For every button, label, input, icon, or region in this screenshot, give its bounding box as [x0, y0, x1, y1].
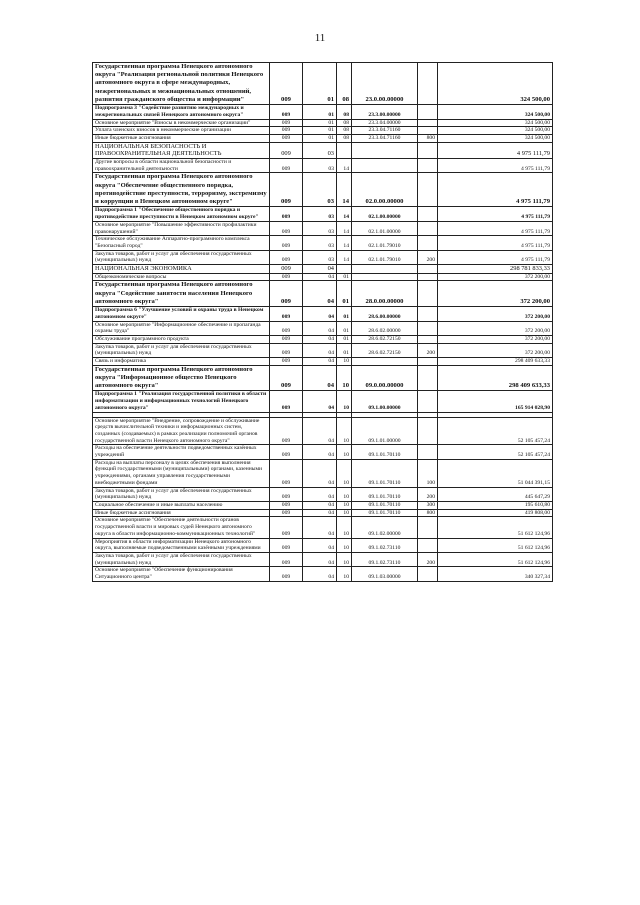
subsection-code-cell: 01	[337, 273, 352, 281]
section-code-cell: 04	[303, 321, 337, 335]
table-row	[93, 459, 553, 487]
subsection-code-cell: 08	[337, 134, 352, 142]
expense-type-cell: 800	[418, 509, 438, 517]
table-row	[93, 321, 553, 335]
target-article-cell: 23.3.04.00000	[352, 119, 418, 127]
section-code-cell: 04	[303, 335, 337, 343]
section-code-cell: 01	[303, 105, 337, 119]
section-code-cell: 03	[303, 142, 337, 158]
row-name-cell: Государственная программа Ненецкого автономного округа "Информационное общество Ненецкого автономного округа"	[93, 365, 270, 391]
subsection-code-cell: 01	[337, 281, 352, 307]
section-code-cell: 04	[303, 391, 337, 412]
subsection-code-cell	[337, 265, 352, 274]
ved-code-cell: 009	[270, 221, 303, 235]
amount-cell: 4 975 111,79	[438, 250, 553, 264]
row-name-cell: Закупка товаров, работ и услуг для обеспечения государственных (муниципальных) нужд	[93, 552, 270, 566]
target-article-cell: 09.1.02.73110	[352, 538, 418, 552]
page-number: 11	[314, 32, 326, 44]
amount-cell: 372 200,00	[438, 273, 553, 281]
row-name-cell: Государственная программа Ненецкого автономного округа "Содействие занятости населения Ненецкого автономного округа"	[93, 281, 270, 307]
table-row	[93, 127, 553, 135]
table-row	[93, 281, 553, 307]
row-name-cell: Закупка товаров, работ и услуг для обеспечения государственных (муниципальных) нужд	[93, 250, 270, 264]
expense-type-cell	[418, 207, 438, 221]
target-article-cell	[352, 358, 418, 366]
row-name-cell: Основное мероприятие "Повышение эффективности профилактики правонарушений"	[93, 221, 270, 235]
ved-code-cell: 009	[270, 538, 303, 552]
row-name-cell: Закупка товаров, работ и услуг для обеспечения государственных (муниципальных) нужд	[93, 343, 270, 357]
expense-type-cell: 200	[418, 250, 438, 264]
amount-cell: 298 409 633,33	[438, 358, 553, 366]
amount-cell: 324 500,00	[438, 105, 553, 119]
amount-cell: 51 612 124,96	[438, 552, 553, 566]
ved-code-cell: 009	[270, 273, 303, 281]
ved-code-cell: 009	[270, 517, 303, 538]
ved-code-cell: 009	[270, 281, 303, 307]
amount-cell: 4 975 111,79	[438, 207, 553, 221]
amount-cell: 340 327,34	[438, 567, 553, 581]
amount-cell: 372 200,00	[438, 343, 553, 357]
target-article-cell: 28.0.00.00000	[352, 281, 418, 307]
ved-code-cell: 009	[270, 335, 303, 343]
table-row	[93, 552, 553, 566]
ved-code-cell: 009	[270, 417, 303, 445]
target-article-cell: 28.6.02.72150	[352, 343, 418, 357]
table-row	[93, 538, 553, 552]
target-article-cell: 09.1.01.70110	[352, 459, 418, 487]
row-name-cell: Общеэкономические вопросы	[93, 273, 270, 281]
target-article-cell: 23.0.00.00000	[352, 63, 418, 105]
section-code-cell: 04	[303, 365, 337, 391]
expense-type-cell	[418, 236, 438, 250]
subsection-code-cell: 10	[337, 517, 352, 538]
row-name-cell: Связь и информатика	[93, 358, 270, 366]
section-code-cell: 04	[303, 552, 337, 566]
ved-code-cell: 009	[270, 358, 303, 366]
row-name-cell: Расходы на выплаты персоналу в целях обеспечения выполнения функций государственными (муниципальными) органами, казенными учреждениями, органами управления государственными внебюджетными фондами	[93, 459, 270, 487]
amount-cell: 52 105 457,24	[438, 417, 553, 445]
row-name-cell: Основное мероприятие "Взносы в некоммерческие организации"	[93, 119, 270, 127]
subsection-code-cell: 08	[337, 119, 352, 127]
expense-type-cell	[418, 265, 438, 274]
section-code-cell: 04	[303, 502, 337, 510]
ved-code-cell: 009	[270, 307, 303, 321]
target-article-cell	[352, 273, 418, 281]
subsection-code-cell: 01	[337, 321, 352, 335]
row-name-cell: Основное мероприятие "Обеспечение функционирования Ситуационного центра"	[93, 567, 270, 581]
amount-cell: 372 200,00	[438, 307, 553, 321]
target-article-cell: 23.3.04.71160	[352, 127, 418, 135]
row-name-cell: Расходы на обеспечение деятельности подведомственных казённых учреждений	[93, 445, 270, 459]
target-article-cell: 09.1.01.70110	[352, 445, 418, 459]
table-row	[93, 343, 553, 357]
expense-type-cell	[418, 142, 438, 158]
expense-type-cell	[418, 445, 438, 459]
expense-type-cell	[418, 391, 438, 412]
section-code-cell: 03	[303, 207, 337, 221]
table-row	[93, 307, 553, 321]
subsection-code-cell: 14	[337, 221, 352, 235]
table-row	[93, 250, 553, 264]
ved-code-cell: 009	[270, 173, 303, 207]
ved-code-cell: 009	[270, 159, 303, 173]
subsection-code-cell: 10	[337, 502, 352, 510]
amount-cell: 195 610,80	[438, 502, 553, 510]
table-row	[93, 221, 553, 235]
amount-cell: 298 409 633,33	[438, 365, 553, 391]
subsection-code-cell: 08	[337, 105, 352, 119]
section-code-cell: 04	[303, 509, 337, 517]
subsection-code-cell: 14	[337, 236, 352, 250]
table-row	[93, 119, 553, 127]
section-code-cell: 04	[303, 281, 337, 307]
target-article-cell: 02.1.01.00000	[352, 221, 418, 235]
expense-type-cell	[418, 105, 438, 119]
subsection-code-cell: 10	[337, 358, 352, 366]
ved-code-cell: 009	[270, 567, 303, 581]
table-row	[93, 265, 553, 274]
target-article-cell: 02.1.00.00000	[352, 207, 418, 221]
subsection-code-cell: 14	[337, 250, 352, 264]
row-name-cell: Техническое обслуживание Аппаратно-программного комплекса "Безопасный город"	[93, 236, 270, 250]
expense-type-cell	[418, 173, 438, 207]
target-article-cell: 23.3.04.71160	[352, 134, 418, 142]
table-row	[93, 173, 553, 207]
table-row	[93, 159, 553, 173]
expense-type-cell	[418, 517, 438, 538]
expense-type-cell	[418, 417, 438, 445]
amount-cell: 324 500,00	[438, 63, 553, 105]
ved-code-cell: 009	[270, 459, 303, 487]
expense-type-cell	[418, 365, 438, 391]
target-article-cell: 02.0.00.00000	[352, 173, 418, 207]
ved-code-cell: 009	[270, 134, 303, 142]
target-article-cell: 09.1.03.00000	[352, 567, 418, 581]
row-name-cell: Другие вопросы в области национальной безопасности и правоохранительной деятельности	[93, 159, 270, 173]
ved-code-cell: 009	[270, 391, 303, 412]
subsection-code-cell: 10	[337, 445, 352, 459]
amount-cell: 52 105 457,24	[438, 445, 553, 459]
table-row	[93, 567, 553, 581]
ved-code-cell: 009	[270, 265, 303, 274]
subsection-code-cell: 01	[337, 307, 352, 321]
table-row	[93, 105, 553, 119]
section-code-cell: 04	[303, 487, 337, 501]
section-code-cell: 03	[303, 221, 337, 235]
row-name-cell: НАЦИОНАЛЬНАЯ БЕЗОПАСНОСТЬ И ПРАВООХРАНИТЕЛЬНАЯ ДЕЯТЕЛЬНОСТЬ	[93, 142, 270, 158]
subsection-code-cell: 10	[337, 509, 352, 517]
ved-code-cell: 009	[270, 119, 303, 127]
table-row	[93, 365, 553, 391]
row-name-cell: НАЦИОНАЛЬНАЯ ЭКОНОМИКА	[93, 265, 270, 274]
expense-type-cell	[418, 321, 438, 335]
expense-type-cell	[418, 127, 438, 135]
subsection-code-cell: 10	[337, 567, 352, 581]
row-name-cell: Закупка товаров, работ и услуг для обеспечения государственных (муниципальных) нужд	[93, 487, 270, 501]
subsection-code-cell	[337, 142, 352, 158]
ved-code-cell: 009	[270, 445, 303, 459]
section-code-cell: 04	[303, 459, 337, 487]
subsection-code-cell: 10	[337, 552, 352, 566]
amount-cell: 372 200,00	[438, 335, 553, 343]
amount-cell: 372 200,00	[438, 321, 553, 335]
target-article-cell: 09.1.01.00000	[352, 417, 418, 445]
expense-type-cell	[418, 273, 438, 281]
budget-table	[92, 62, 553, 582]
expense-type-cell	[418, 358, 438, 366]
amount-cell: 445 647,29	[438, 487, 553, 501]
target-article-cell: 28.6.00.00000	[352, 307, 418, 321]
table-row	[93, 207, 553, 221]
amount-cell: 51 612 124,96	[438, 517, 553, 538]
ved-code-cell: 009	[270, 552, 303, 566]
section-code-cell: 04	[303, 265, 337, 274]
amount-cell: 4 975 111,79	[438, 221, 553, 235]
target-article-cell: 09.1.00.00000	[352, 391, 418, 412]
subsection-code-cell: 10	[337, 487, 352, 501]
table-row	[93, 134, 553, 142]
subsection-code-cell: 08	[337, 63, 352, 105]
table-row	[93, 417, 553, 445]
amount-cell: 298 781 833,33	[438, 265, 553, 274]
section-code-cell: 04	[303, 307, 337, 321]
section-code-cell: 03	[303, 236, 337, 250]
section-code-cell: 04	[303, 358, 337, 366]
section-code-cell: 01	[303, 63, 337, 105]
table-row	[93, 335, 553, 343]
ved-code-cell: 009	[270, 142, 303, 158]
expense-type-cell: 300	[418, 502, 438, 510]
expense-type-cell	[418, 538, 438, 552]
ved-code-cell: 009	[270, 487, 303, 501]
target-article-cell: 09.1.01.70110	[352, 487, 418, 501]
subsection-code-cell: 14	[337, 207, 352, 221]
table-row	[93, 391, 553, 412]
amount-cell: 4 975 111,79	[438, 142, 553, 158]
section-code-cell: 04	[303, 567, 337, 581]
ved-code-cell: 009	[270, 127, 303, 135]
target-article-cell: 09.1.01.70110	[352, 509, 418, 517]
row-name-cell: Социальное обеспечение и иные выплаты населению	[93, 502, 270, 510]
expense-type-cell	[418, 159, 438, 173]
expense-type-cell	[418, 335, 438, 343]
section-code-cell: 01	[303, 127, 337, 135]
ved-code-cell: 009	[270, 105, 303, 119]
row-name-cell: Государственная программа Ненецкого автономного округа "Реализация региональной политики Ненецкого автономного округа в сфере международных, межрегиональных и межнациональных отношений, развития гражданского общества и информации"	[93, 63, 270, 105]
section-code-cell: 04	[303, 343, 337, 357]
amount-cell: 51 612 124,96	[438, 538, 553, 552]
target-article-cell	[352, 265, 418, 274]
table-row	[93, 273, 553, 281]
table-row	[93, 487, 553, 501]
section-code-cell: 01	[303, 119, 337, 127]
section-code-cell: 01	[303, 134, 337, 142]
row-name-cell: Подпрограмма 3 "Содействие развитию международных и межрегиональных связей Ненецкого автономного округа"	[93, 105, 270, 119]
amount-cell: 324 500,00	[438, 119, 553, 127]
ved-code-cell: 009	[270, 321, 303, 335]
expense-type-cell	[418, 567, 438, 581]
target-article-cell: 02.1.01.79010	[352, 236, 418, 250]
ved-code-cell: 009	[270, 509, 303, 517]
target-article-cell: 09.1.02.00000	[352, 517, 418, 538]
row-name-cell: Уплата членских взносов в некоммерческие организации	[93, 127, 270, 135]
row-name-cell: Иные бюджетные ассигнования	[93, 509, 270, 517]
row-name-cell: Государственная программа Ненецкого автономного округа "Обеспечение общественного порядка, противодействие преступности, терроризму, экстремизму и коррупции в Ненецком автономном округе"	[93, 173, 270, 207]
subsection-code-cell: 14	[337, 173, 352, 207]
expense-type-cell: 200	[418, 343, 438, 357]
amount-cell: 4 975 111,79	[438, 159, 553, 173]
subsection-code-cell: 10	[337, 417, 352, 445]
table-row	[93, 445, 553, 459]
amount-cell: 165 914 028,90	[438, 391, 553, 412]
amount-cell: 419 808,00	[438, 509, 553, 517]
amount-cell: 324 500,00	[438, 134, 553, 142]
amount-cell: 4 975 111,79	[438, 173, 553, 207]
row-name-cell: Обслуживание программного продукта	[93, 335, 270, 343]
row-name-cell: Основное мероприятие "Внедрение, сопровождение и обслуживание средств вычислительной техники и информационных систем, созданных (создаваемых) в рамках реализации полномочий органов государственной власти Ненецкого автономного округа"	[93, 417, 270, 445]
expense-type-cell	[418, 221, 438, 235]
table-row	[93, 236, 553, 250]
section-code-cell: 04	[303, 417, 337, 445]
ved-code-cell: 009	[270, 236, 303, 250]
section-code-cell: 04	[303, 538, 337, 552]
row-name-cell: Основное мероприятие "Обеспечение деятельности органов государственной власти и мировых судей Ненецкого автономного округа в области информационно-коммуникационных технологий"	[93, 517, 270, 538]
table-row	[93, 358, 553, 366]
ved-code-cell: 009	[270, 250, 303, 264]
section-code-cell: 04	[303, 517, 337, 538]
table-row	[93, 509, 553, 517]
section-code-cell: 03	[303, 173, 337, 207]
row-name-cell: Основное мероприятие "Информационное обеспечение и пропаганда охраны труда"	[93, 321, 270, 335]
section-code-cell: 04	[303, 445, 337, 459]
subsection-code-cell: 10	[337, 459, 352, 487]
expense-type-cell	[418, 307, 438, 321]
subsection-code-cell: 10	[337, 538, 352, 552]
target-article-cell	[352, 159, 418, 173]
subsection-code-cell: 08	[337, 127, 352, 135]
target-article-cell: 09.1.02.73110	[352, 552, 418, 566]
subsection-code-cell: 14	[337, 159, 352, 173]
ved-code-cell: 009	[270, 343, 303, 357]
table-row	[93, 517, 553, 538]
table-row	[93, 63, 553, 105]
section-code-cell: 03	[303, 159, 337, 173]
target-article-cell: 28.6.02.00000	[352, 321, 418, 335]
ved-code-cell: 009	[270, 365, 303, 391]
amount-cell: 324 500,00	[438, 127, 553, 135]
row-name-cell: Подпрограмма 6 "Улучшение условий и охраны труда в Ненецком автономном округе"	[93, 307, 270, 321]
row-name-cell: Подпрограмма 1 "Реализация государственной политики в области информатизации и информационных технологий Ненецкого автономного округа"	[93, 391, 270, 412]
subsection-code-cell: 01	[337, 343, 352, 357]
row-name-cell: Иные бюджетные ассигнования	[93, 134, 270, 142]
expense-type-cell: 800	[418, 134, 438, 142]
target-article-cell: 28.6.02.72150	[352, 335, 418, 343]
subsection-code-cell: 10	[337, 391, 352, 412]
expense-type-cell: 200	[418, 487, 438, 501]
target-article-cell: 23.3.00.00000	[352, 105, 418, 119]
amount-cell: 51 044 391,15	[438, 459, 553, 487]
table-row	[93, 142, 553, 158]
table-row	[93, 502, 553, 510]
amount-cell: 4 975 111,79	[438, 236, 553, 250]
amount-cell: 372 200,00	[438, 281, 553, 307]
subsection-code-cell: 01	[337, 335, 352, 343]
target-article-cell	[352, 142, 418, 158]
expense-type-cell	[418, 119, 438, 127]
row-name-cell: Подпрограмма 1 "Обеспечение общественного порядка и противодействие преступности в Ненецком автономном округе"	[93, 207, 270, 221]
ved-code-cell: 009	[270, 502, 303, 510]
target-article-cell: 02.1.01.79010	[352, 250, 418, 264]
expense-type-cell: 200	[418, 552, 438, 566]
target-article-cell: 09.0.00.00000	[352, 365, 418, 391]
section-code-cell: 04	[303, 273, 337, 281]
section-code-cell: 03	[303, 250, 337, 264]
row-name-cell: Мероприятия в области информатизации Ненецкого автономного округа, выполняемые подведомственными казёнными учреждениями	[93, 538, 270, 552]
subsection-code-cell: 10	[337, 365, 352, 391]
target-article-cell: 09.1.01.70110	[352, 502, 418, 510]
expense-type-cell	[418, 63, 438, 105]
ved-code-cell: 009	[270, 63, 303, 105]
expense-type-cell	[418, 281, 438, 307]
expense-type-cell: 100	[418, 459, 438, 487]
ved-code-cell: 009	[270, 207, 303, 221]
